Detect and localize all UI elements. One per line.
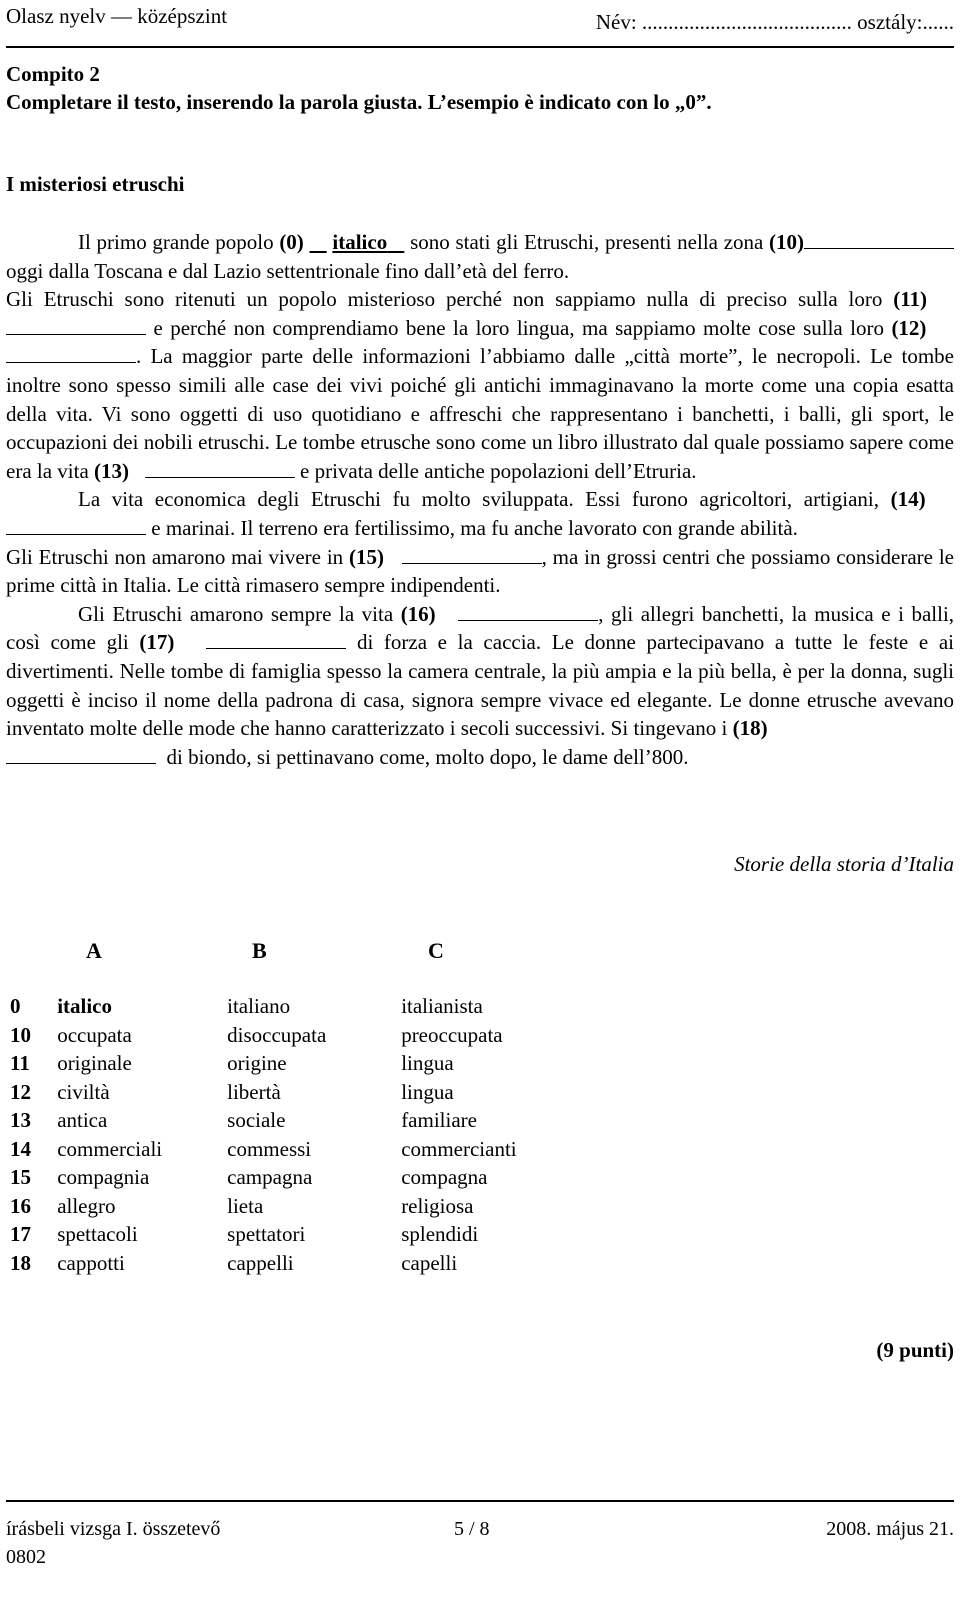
source-citation: Storie della storia d’Italia [734, 852, 954, 876]
option-b: italiano [227, 994, 291, 1018]
text-run: Gli Etruschi sono ritenuti un popolo misterioso perché non sappiamo nulla di preciso sulla loro [6, 287, 894, 312]
option-b: sociale [227, 1108, 286, 1132]
text-run: Gli Etruschi amarono sempre la vita [78, 601, 401, 626]
option-row [6, 1023, 606, 1052]
option-a: occupata [57, 1022, 132, 1047]
option-b: libertà [227, 1079, 281, 1104]
options-table [6, 994, 606, 1279]
header-rule [6, 46, 954, 48]
option-b: disoccupata [227, 1022, 327, 1047]
column-header-c: C [428, 938, 444, 963]
gap-number-15: (15) [349, 544, 385, 569]
option-c: capelli [401, 1250, 458, 1275]
option-b: cappelli [227, 1250, 294, 1275]
option-number: 14 [10, 1136, 31, 1161]
option-number: 12 [10, 1079, 31, 1104]
gap-blank-14[interactable] [6, 515, 146, 535]
text-run: di forza e la caccia. Le donne partecipavano a tutte le feste e ai divertimenti. Nelle tombe di famiglia spesso la camera centrale, la più ampia e la più bella, è per la donna, sugli oggetti è inciso il nome della padrona di casa, signora sempre vivace ed elegante. Le donne etrusche avevano inventato molte delle mode che hanno caratterizzato i secoli successivi. Si tingevano i [6, 630, 955, 741]
option-number: 18 [10, 1250, 31, 1275]
text-run: Gli Etruschi non amarono mai vivere in [6, 544, 350, 569]
text-title: I misteriosi etruschi [6, 172, 185, 196]
gap-blank-17[interactable] [206, 629, 346, 649]
option-c: italianista [401, 994, 483, 1018]
option-number: 16 [10, 1193, 31, 1218]
option-a: spettacoli [57, 1222, 138, 1246]
option-a: italico [57, 994, 113, 1018]
option-number: 0 [10, 994, 21, 1018]
text-run: e perché non comprendiamo bene la loro lingua, ma sappiamo molte cose sulla loro [146, 315, 892, 340]
gap-number-10: (10) [769, 230, 805, 254]
option-c: lingua [401, 1079, 454, 1104]
gap-blank-11[interactable] [6, 315, 146, 335]
gap-number-17: (17) [139, 630, 175, 655]
option-c: religiosa [401, 1193, 474, 1218]
option-row [6, 994, 606, 1023]
points-label: (9 punti) [876, 1338, 954, 1362]
gap-blank-10[interactable] [804, 229, 954, 249]
option-a: compagnia [57, 1165, 150, 1189]
footer-rule [6, 1500, 954, 1502]
option-a: originale [57, 1051, 132, 1075]
text-run: e marinai. Il terreno era fertilissimo, ma fu anche lavorato con grande abilità. [146, 515, 798, 540]
option-b: lieta [227, 1193, 264, 1218]
option-b: campagna [227, 1165, 313, 1189]
section-instruction: Completare il testo, inserendo la parola giusta. L’esempio è indicato con lo „0”. [6, 90, 712, 114]
option-c: commercianti [401, 1136, 517, 1161]
text-run: di biondo, si pettinavano come, molto dopo, le dame dell’800. [161, 744, 689, 769]
option-row [6, 1080, 606, 1109]
gap-blank-15[interactable] [402, 544, 542, 564]
option-c: preoccupata [401, 1022, 503, 1047]
option-row [6, 1194, 606, 1223]
option-number: 17 [10, 1222, 31, 1246]
gap-blank-18[interactable] [6, 744, 156, 764]
text-run: Il primo grande popolo [78, 230, 280, 254]
column-header-b: B [252, 938, 267, 963]
text-run: sono stati gli Etruschi, presenti nella zona [404, 230, 770, 254]
page-header [6, 4, 954, 34]
gap-number-14: (14) [890, 487, 926, 512]
option-row [6, 1165, 606, 1194]
gap-blank-12[interactable] [6, 343, 136, 363]
option-a: commerciali [57, 1136, 163, 1161]
gap-blank-13[interactable] [145, 458, 295, 478]
option-c: splendidi [401, 1222, 479, 1246]
option-row [6, 1108, 606, 1137]
option-row [6, 1251, 606, 1280]
text-run: La vita economica degli Etruschi fu molto sviluppata. Essi furono agricoltori, artigiani, [78, 487, 891, 512]
gap-number-12: (12) [891, 315, 927, 340]
option-c: compagna [401, 1165, 488, 1189]
option-number: 13 [10, 1108, 31, 1132]
header-subject: Olasz nyelv — középszint [6, 4, 228, 28]
column-header-a: A [86, 938, 102, 963]
gap-number-11: (11) [893, 287, 928, 312]
option-row [6, 1222, 606, 1251]
text-run: oggi dalla Toscana e dal Lazio settentrionale fino dall’età del ferro. [6, 258, 570, 283]
section-number: Compito 2 [6, 62, 100, 86]
paragraph-1 [6, 228, 954, 285]
footer-date: 2008. május 21. [826, 1518, 954, 1540]
exam-page [6, 0, 954, 1597]
text-run: , gli allegri banchetti, la musica e i balli, così come gli [6, 601, 955, 655]
header-name-class: Név: ........................................ osztály:...... [595, 10, 954, 34]
option-c: lingua [401, 1051, 454, 1075]
example-answer: italico [332, 230, 388, 254]
option-row [6, 1051, 606, 1080]
option-a: cappotti [57, 1250, 125, 1275]
paragraph-4 [6, 543, 954, 600]
section-heading [6, 60, 712, 116]
gap-number-16: (16) [400, 601, 436, 626]
option-row [6, 1137, 606, 1166]
option-number: 10 [10, 1022, 31, 1047]
option-b: spettatori [227, 1222, 306, 1246]
option-c: familiare [401, 1108, 477, 1132]
paragraph-2 [6, 285, 954, 485]
option-a: antica [57, 1108, 108, 1132]
option-a: allegro [57, 1193, 116, 1218]
text-run: , ma in grossi centri che possiamo considerare le prime città in Italia. Le città rimasero sempre indipendenti. [6, 544, 954, 598]
text-run: . La maggior parte delle informazioni l’abbiamo dalle „città morte”, le necropoli. Le tombe inoltre sono spesso simili alle case dei vivi poiché gli antichi immaginavano la morte come una copia esatta della vita. Vi sono oggetti di uso quotidiano e affreschi che rappresentano i banchetti, i balli, gli sport, le occupazioni dei nobili etruschi. Le tombe etrusche sono come un libro illustrato dal quale possiamo sapere come era la vita [6, 344, 954, 483]
paragraph-5 [6, 600, 954, 772]
paragraph-3 [6, 485, 954, 542]
cloze-passage [6, 228, 954, 771]
footer-page-number: 5 / 8 [454, 1518, 490, 1540]
gap-blank-16[interactable] [458, 601, 598, 621]
option-number: 11 [10, 1051, 30, 1075]
gap-number-18: (18) [732, 716, 768, 741]
option-a: civiltà [57, 1079, 110, 1104]
gap-number-13: (13) [94, 458, 130, 483]
option-b: origine [227, 1051, 287, 1075]
option-number: 15 [10, 1165, 31, 1189]
gap-number-0: (0) [279, 230, 304, 254]
footer-exam-part: írásbeli vizsga I. összetevő [6, 1518, 221, 1540]
text-run: e privata delle antiche popolazioni dell’Etruria. [294, 458, 697, 483]
option-b: commessi [227, 1136, 312, 1161]
footer-code: 0802 [6, 1546, 46, 1568]
